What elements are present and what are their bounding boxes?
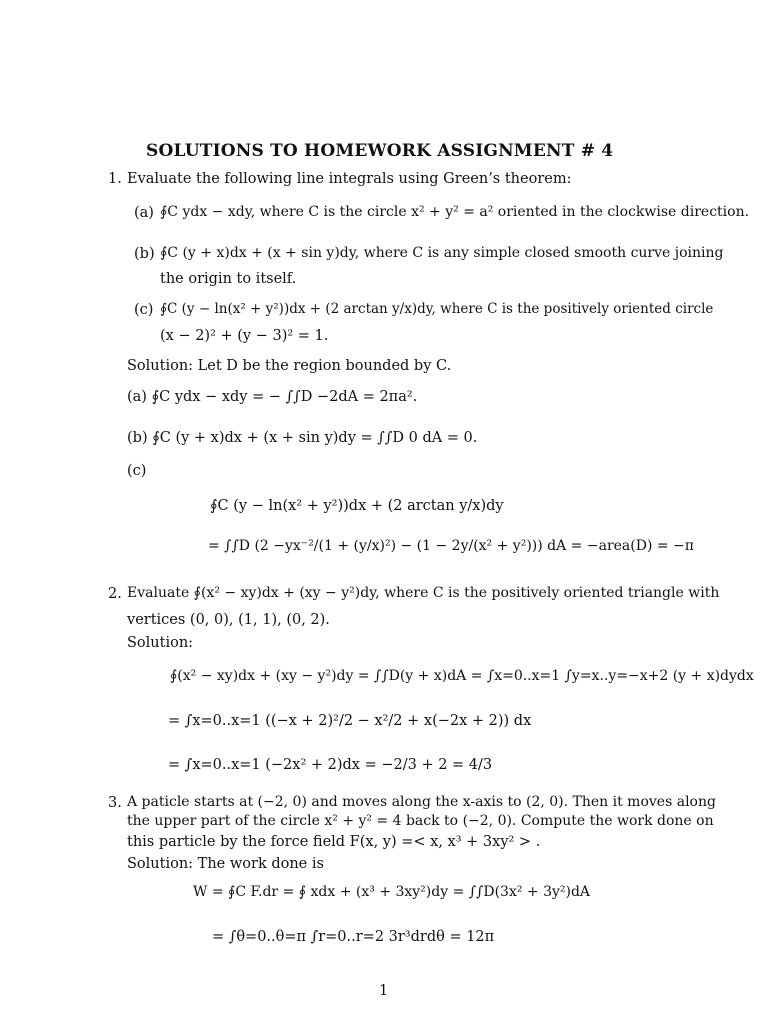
problem-1c-line-2: (x − 2)² + (y − 3)² = 1. (160, 328, 329, 344)
problem-3-line-2: the upper part of the circle x² + y² = 4 back to (−2, 0). Compute the work done on (127, 813, 714, 829)
problem-1b-line-2: the origin to itself. (160, 271, 297, 287)
problem-2-equation-1: ∮(x² − xy)dx + (xy − y²)dy = ∫∫D(y + x)dA = ∫x=0..x=1 ∫y=x..y=−x+2 (y + x)dydx (170, 668, 754, 684)
problem-1-solution-b: (b) ∮C (y + x)dx + (x + sin y)dy = ∫∫D 0 dA = 0. (127, 430, 478, 446)
problem-3-equation-1: W = ∮C F.dr = ∮ xdx + (x³ + 3xy²)dy = ∫∫D(3x² + 3y²)dA (193, 884, 591, 900)
problem-2-equation-2: = ∫x=0..x=1 ((−x + 2)²/2 − x²/2 + x(−2x + 2)) dx (168, 713, 532, 729)
problem-3-number: 3. (108, 795, 122, 811)
problem-2-line-1: Evaluate ∮(x² − xy)dx + (xy − y²)dy, where C is the positively oriented triangle with (127, 585, 720, 601)
problem-3-equation-2: = ∫θ=0..θ=π ∫r=0..r=2 3r³drdθ = 12π (212, 929, 495, 945)
problem-3-line-1: A paticle starts at (−2, 0) and moves along the x-axis to (2, 0). Then it moves along (127, 794, 716, 810)
problem-1a-text: ∮C ydx − xdy, where C is the circle x² + y² = a² oriented in the clockwise direction. (160, 204, 750, 220)
problem-1b-line-1: ∮C (y + x)dx + (x + sin y)dy, where C is any simple closed smooth curve joining (160, 245, 724, 261)
problem-1-statement: Evaluate the following line integrals using Green’s theorem: (127, 171, 572, 187)
problem-2-line-2: vertices (0, 0), (1, 1), (0, 2). (127, 612, 330, 628)
problem-1c-label: (c) (134, 302, 154, 318)
problem-1-solution-c-label: (c) (127, 463, 147, 479)
problem-2-number: 2. (108, 586, 122, 602)
problem-1-solution-a: (a) ∮C ydx − xdy = − ∫∫D −2dA = 2πa². (127, 389, 418, 405)
problem-1-solution-intro: Solution: Let D be the region bounded by C. (127, 358, 452, 374)
problem-1-solution-c-line-2: = ∫∫D (2 −yx⁻²/(1 + (y/x)²) − (1 − 2y/(x² + y²))) dA = −area(D) = −π (208, 538, 694, 554)
problem-2-solution-label: Solution: (127, 635, 194, 651)
problem-2-equation-3: = ∫x=0..x=1 (−2x² + 2)dx = −2/3 + 2 = 4/3 (168, 757, 493, 773)
problem-3-line-3: this particle by the force field F(x, y) =< x, x³ + 3xy² > . (127, 834, 541, 850)
page-number: 1 (379, 983, 389, 999)
problem-1-number: 1. (108, 171, 122, 187)
problem-1-solution-c-line-1: ∮C (y − ln(x² + y²))dx + (2 arctan y/x)dy (210, 498, 504, 514)
problem-1c-line-1: ∮C (y − ln(x² + y²))dx + (2 arctan y/x)dy, where C is the positively oriented circle (160, 301, 714, 317)
problem-3-line-4: Solution: The work done is (127, 856, 324, 872)
problem-1a-label: (a) (134, 205, 154, 221)
page-title: SOLUTIONS TO HOMEWORK ASSIGNMENT # 4 (146, 141, 614, 161)
problem-1b-label: (b) (134, 246, 155, 262)
